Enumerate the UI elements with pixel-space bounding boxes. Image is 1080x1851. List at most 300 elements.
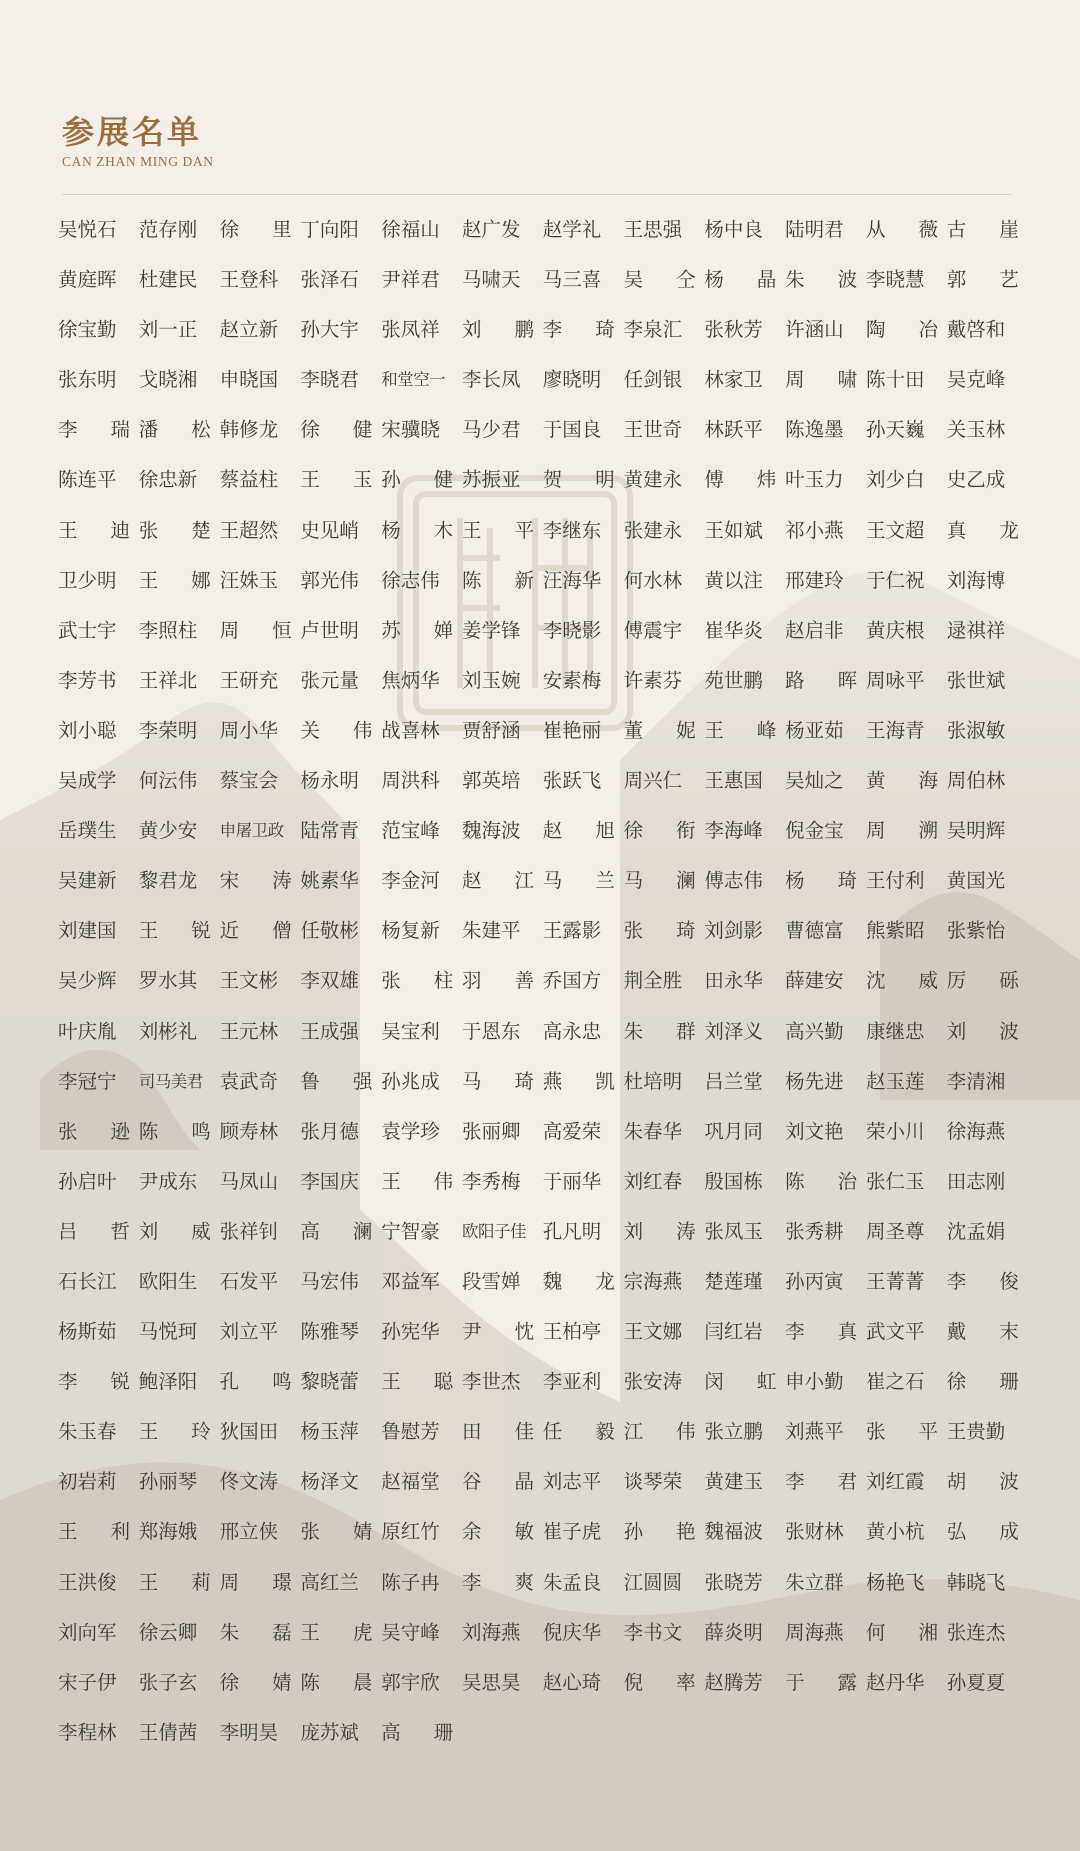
exhibitor-name: 杨复新 [381,919,440,943]
exhibitor-name: 李明昊 [219,1720,279,1744]
exhibitor-name [300,1621,372,1671]
exhibitor-name: 刘立平 [219,1320,279,1344]
exhibitor-name: 李晓影 [542,618,602,642]
exhibitor-name: 王文超 [865,518,925,542]
exhibitor-name: 黄小杭 [865,1520,925,1544]
exhibitor-name [462,1070,534,1120]
exhibitor-name: 吴思昊 [461,1670,521,1694]
exhibitor-name: 巩月同 [704,1119,763,1143]
name-char: 迪 [110,518,130,542]
exhibitor-name [543,318,615,368]
exhibitor-name: 吴守峰 [381,1620,440,1644]
exhibitor-name: 宋子伊 [58,1670,117,1694]
exhibitor-name [462,1420,534,1470]
exhibitor-name: 赵立新 [219,318,279,342]
name-char: 兰 [595,869,615,893]
exhibitor-name: 王祥北 [138,668,198,692]
name-char: 厉 [946,969,967,993]
exhibitor-name [785,1470,857,1520]
name-char: 柱 [433,969,454,993]
exhibitor-name: 何水林 [623,568,683,592]
exhibitor-name: 张跃飞 [542,769,602,793]
name-char: 啸 [837,368,858,392]
exhibitor-name: 杨玉萍 [300,1420,359,1444]
exhibitor-name: 徐忠新 [138,468,198,492]
exhibitor-name: 李书文 [623,1620,683,1644]
exhibitor-name [624,1671,696,1721]
name-char: 闵 [704,1370,724,1394]
name-char: 平 [918,1420,938,1444]
exhibitor-name: 王登科 [219,268,279,292]
exhibitor-name: 周洪科 [381,769,440,793]
exhibitor-name [220,1370,292,1420]
exhibitor-name: 李秀梅 [461,1169,521,1193]
exhibitor-name: 陈连平 [58,468,117,492]
exhibitor-name: 戈晓湘 [138,368,198,392]
exhibitor-name [947,969,1019,1019]
name-char: 澜 [676,869,696,893]
exhibitor-name [624,819,696,869]
exhibitor-name: 孔凡明 [542,1219,602,1243]
name-char: 孙 [381,468,401,492]
exhibitor-name: 吴明辉 [946,819,1006,843]
exhibitor-name: 徐海燕 [946,1119,1006,1143]
exhibitor-name: 张世斌 [946,668,1006,692]
exhibitor-name: 杨中良 [704,218,763,241]
exhibitor-name: 孙天巍 [865,418,925,442]
exhibitor-name [785,869,857,919]
exhibitor-name: 朱建平 [461,919,521,943]
exhibitor-name: 战喜林 [381,718,440,742]
exhibitor-name [381,619,453,669]
exhibitor-name: 曹德富 [785,919,844,943]
exhibitor-name: 刘玉婉 [461,668,521,692]
exhibitor-name-list [58,218,1018,1771]
name-char: 朱 [219,1620,240,1644]
name-char: 王 [381,1169,401,1193]
name-char: 从 [865,218,886,241]
name-char: 李 [785,1320,805,1344]
name-char: 鹏 [514,318,534,342]
exhibitor-name: 李世杰 [461,1370,521,1394]
exhibitor-name: 陈子冉 [381,1570,440,1594]
name-char: 胡 [946,1470,967,1494]
exhibitor-name: 李金河 [381,869,440,893]
exhibitor-name [624,919,696,969]
exhibitor-name: 王元林 [219,1019,279,1043]
exhibitor-name: 赵心琦 [542,1670,602,1694]
name-char: 峰 [756,718,777,742]
name-char: 王 [138,919,159,943]
name-char: 平 [514,518,534,542]
exhibitor-name: 孙夏夏 [946,1670,1006,1694]
exhibitor-name: 高爱荣 [542,1119,602,1143]
name-char: 真 [946,518,967,542]
name-char: 健 [352,418,373,442]
exhibitor-name [624,1220,696,1270]
exhibitor-name [543,1070,615,1120]
exhibitor-name [785,669,857,719]
name-char: 瑞 [110,418,130,442]
exhibitor-name: 张子玄 [138,1670,198,1694]
exhibitor-name: 康继忠 [865,1019,925,1043]
exhibitor-name [462,569,534,619]
name-char: 鲁 [300,1069,320,1093]
name-char: 末 [999,1320,1019,1344]
exhibitor-name: 吴悦石 [58,218,117,241]
exhibitor-name: 王如斌 [704,518,763,542]
exhibitor-name: 徐志伟 [381,568,440,592]
name-char: 沈 [865,969,886,993]
exhibitor-name: 王柏亭 [542,1320,602,1344]
exhibitor-name: 李国庆 [300,1169,359,1193]
exhibitor-name: 任敬彬 [300,919,359,943]
exhibitor-name: 袁学珍 [381,1119,440,1143]
name-char: 敏 [514,1520,534,1544]
exhibitor-name: 杜建民 [138,268,198,292]
exhibitor-name [785,1170,857,1220]
exhibitor-name: 徐云卿 [138,1620,198,1644]
name-char: 马 [542,869,563,893]
name-char: 玲 [191,1420,211,1444]
name-char: 虎 [352,1620,373,1644]
exhibitor-name [785,368,857,418]
name-char: 王 [138,1570,159,1594]
exhibitor-name: 李程林 [58,1720,117,1744]
name-char: 鸣 [191,1119,211,1143]
exhibitor-name: 陈十田 [865,368,925,392]
exhibitor-name: 刘志平 [542,1470,602,1494]
exhibitor-name: 郭光伟 [300,568,359,592]
name-char: 衔 [676,819,696,843]
exhibitor-name: 韩晓飞 [946,1570,1006,1594]
exhibitor-name: 范宝峰 [381,819,440,843]
exhibitor-name: 赵广发 [461,218,521,241]
exhibitor-name: 宁智豪 [381,1219,440,1243]
exhibitor-name: 吴克峰 [946,368,1006,392]
exhibitor-name: 周海燕 [785,1620,844,1644]
name-char: 周 [785,368,805,392]
name-char: 董 [623,718,644,742]
exhibitor-name: 马三喜 [542,268,602,292]
exhibitor-name: 欧阳生 [138,1269,198,1293]
exhibitor-name [947,1470,1019,1520]
exhibitor-name: 王研充 [219,668,279,692]
exhibitor-name: 黄以注 [704,568,763,592]
exhibitor-name: 陆明君 [785,218,844,241]
exhibitor-name [462,969,534,1019]
name-char: 砾 [999,969,1019,993]
exhibitor-name: 王文彬 [219,969,279,993]
name-char: 僧 [272,919,292,943]
exhibitor-name: 张祥钊 [219,1219,279,1243]
exhibitor-name: 狄国田 [219,1420,279,1444]
exhibitor-name: 安素梅 [542,668,602,692]
exhibitor-name: 张丽卿 [461,1119,521,1143]
exhibitor-name: 孙启叶 [58,1169,117,1193]
exhibitor-name [543,468,615,518]
exhibitor-name [704,719,776,769]
exhibitor-name [866,769,938,819]
exhibitor-name: 徐福山 [381,218,440,241]
name-char: 涛 [676,1219,696,1243]
exhibitor-name: 荆全胜 [623,969,683,993]
name-char: 炜 [756,468,777,492]
name-char: 虹 [756,1370,777,1394]
exhibitor-name: 许素芬 [623,668,683,692]
exhibitor-name: 段雪婵 [461,1269,521,1293]
exhibitor-name [139,1120,211,1170]
name-char: 陈 [461,568,482,592]
name-char: 李 [58,1370,78,1394]
name-char: 朱 [623,1019,644,1043]
exhibitor-name: 李照柱 [138,618,198,642]
name-char: 琦 [676,919,696,943]
exhibitor-name: 傅震宇 [623,618,683,642]
name-char: 张 [623,919,644,943]
exhibitor-name [58,1120,130,1170]
name-char: 俊 [999,1269,1019,1293]
name-char: 田 [461,1420,482,1444]
name-char: 聪 [433,1370,454,1394]
exhibitor-name [58,1370,130,1420]
exhibitor-name: 孙兆成 [381,1069,440,1093]
name-char: 琦 [595,318,615,342]
name-char: 晶 [514,1470,534,1494]
name-char: 真 [837,1320,858,1344]
name-char: 露 [837,1670,858,1694]
exhibitor-name [220,619,292,669]
exhibitor-name [866,1420,938,1470]
exhibitor-name [543,869,615,919]
exhibitor-name: 张财林 [785,1520,844,1544]
name-char: 波 [837,268,858,292]
exhibitor-name: 张泽石 [300,268,359,292]
name-char: 溯 [918,819,938,843]
section-header [62,112,214,170]
exhibitor-name [866,969,938,1019]
exhibitor-name: 王露影 [542,919,602,943]
exhibitor-name: 范存刚 [138,218,198,241]
name-char: 赵 [461,869,482,893]
exhibitor-name: 初岩莉 [58,1470,117,1494]
exhibitor-name: 宗海燕 [623,1269,683,1293]
page-title: 参展名单 [62,113,203,151]
name-char: 周 [219,618,240,642]
name-char: 徐 [623,819,644,843]
exhibitor-name: 周小华 [219,718,279,742]
name-char: 陈 [785,1169,805,1193]
exhibitor-name: 赵福堂 [381,1470,440,1494]
exhibitor-name: 欧阳子佳 [461,1221,526,1241]
exhibitor-name: 黎晓蕾 [300,1370,359,1394]
exhibitor-name: 赵学礼 [542,218,602,241]
name-char: 成 [999,1520,1019,1544]
exhibitor-name: 魏福波 [704,1520,763,1544]
name-char: 杨 [785,869,805,893]
exhibitor-name: 刘泽义 [704,1019,763,1043]
exhibitor-name: 王成强 [300,1019,359,1043]
exhibitor-name: 王思强 [623,218,683,241]
exhibitor-name [947,1320,1019,1370]
exhibitor-name: 张立鹏 [704,1420,763,1444]
exhibitor-name [381,1721,453,1771]
exhibitor-name [947,1020,1019,1070]
name-char: 徐 [946,1370,967,1394]
exhibitor-name: 苏振亚 [461,468,521,492]
name-char: 晖 [837,668,858,692]
exhibitor-name [866,218,938,268]
name-char: 琦 [514,1069,534,1093]
exhibitor-name: 王文娜 [623,1320,683,1344]
exhibitor-name: 石长江 [58,1269,117,1293]
exhibitor-name: 张淑敏 [946,718,1006,742]
exhibitor-name: 张凤祥 [381,318,440,342]
name-char: 朱 [785,268,805,292]
name-char: 珊 [433,1720,454,1744]
exhibitor-name [462,1470,534,1520]
name-char: 王 [58,518,78,542]
exhibitor-name [947,218,1019,268]
exhibitor-name: 宋骥晓 [381,418,440,442]
exhibitor-name: 杨永明 [300,769,359,793]
name-char: 率 [676,1670,696,1694]
exhibitor-name: 黄建永 [623,468,683,492]
name-char: 磊 [272,1620,292,1644]
name-char: 黄 [865,769,886,793]
exhibitor-name: 邢建玲 [785,568,844,592]
exhibitor-name [543,1270,615,1320]
name-char: 锐 [110,1370,130,1394]
exhibitor-name [139,919,211,969]
exhibitor-name: 刘红春 [623,1169,683,1193]
name-char: 婧 [352,1520,373,1544]
exhibitor-name: 王世奇 [623,418,683,442]
name-char: 刘 [946,1019,967,1043]
exhibitor-name [866,318,938,368]
name-char: 孙 [623,1520,644,1544]
exhibitor-name: 武士宇 [58,618,117,642]
exhibitor-name: 杨先进 [785,1069,844,1093]
exhibitor-name: 鲁慰芳 [381,1420,440,1444]
exhibitor-name [139,519,211,569]
name-char: 魏 [542,1269,563,1293]
exhibitor-name [947,1270,1019,1320]
exhibitor-name: 高红兰 [300,1570,359,1594]
exhibitor-name [58,519,130,569]
exhibitor-name [300,719,372,769]
exhibitor-name: 黄国光 [946,869,1006,893]
name-char: 艳 [676,1520,696,1544]
exhibitor-name: 刘剑影 [704,919,763,943]
exhibitor-name [139,569,211,619]
exhibitor-name: 李泉汇 [623,318,683,342]
name-char: 涛 [272,869,292,893]
exhibitor-name: 崔子虎 [542,1520,602,1544]
exhibitor-name [300,1671,372,1721]
exhibitor-name [785,1671,857,1721]
exhibitor-name [624,719,696,769]
name-char: 刘 [138,1219,159,1243]
name-char: 威 [191,1219,211,1243]
exhibitor-name: 于恩东 [461,1019,521,1043]
exhibitor-name: 史见峭 [300,518,359,542]
name-char: 李 [542,318,563,342]
exhibitor-name: 申晓国 [219,368,279,392]
exhibitor-name [220,1671,292,1721]
name-char: 哲 [110,1219,130,1243]
name-char: 李 [58,418,78,442]
exhibitor-name: 荣小川 [865,1119,925,1143]
name-char: 余 [461,1520,482,1544]
exhibitor-name [139,1220,211,1270]
exhibitor-name: 吕兰堂 [704,1069,763,1093]
name-char: 湘 [918,1620,938,1644]
name-char: 孔 [219,1370,240,1394]
exhibitor-name: 周咏平 [865,668,925,692]
exhibitor-name: 邓益军 [381,1269,440,1293]
name-char: 谷 [461,1470,482,1494]
exhibitor-name [785,268,857,318]
name-char: 逊 [110,1119,130,1143]
exhibitor-name: 杜培明 [623,1069,683,1093]
name-char: 娜 [191,568,211,592]
exhibitor-name: 罗水其 [138,969,198,993]
exhibitor-name [624,268,696,318]
exhibitor-name: 于仁祝 [865,568,925,592]
name-char: 关 [300,718,320,742]
exhibitor-name: 郑海娥 [138,1520,198,1544]
exhibitor-name: 江圆圆 [623,1570,683,1594]
exhibitor-name: 杨斯茹 [58,1320,117,1344]
name-char: 何 [865,1620,886,1644]
exhibitor-name: 黄少安 [138,819,198,843]
name-char: 群 [676,1019,696,1043]
exhibitor-name: 于丽华 [542,1169,602,1193]
exhibitor-name: 马凤山 [219,1169,279,1193]
exhibitor-name: 戴啓和 [946,318,1006,342]
name-char: 江 [623,1420,644,1444]
name-char: 崖 [999,218,1019,241]
name-char: 杨 [704,268,724,292]
exhibitor-name: 申小勤 [785,1370,844,1394]
exhibitor-name: 祁小燕 [785,518,844,542]
exhibitor-name: 王海青 [865,718,925,742]
name-char: 波 [999,1470,1019,1494]
name-char: 妮 [676,718,696,742]
exhibitor-name: 刘海博 [946,568,1006,592]
name-char: 强 [352,1069,373,1093]
exhibitor-name: 原红竹 [381,1520,440,1544]
exhibitor-name: 郭英培 [461,769,521,793]
name-char: 松 [191,418,211,442]
exhibitor-name: 田志刚 [946,1169,1006,1193]
name-char: 马 [623,869,644,893]
exhibitor-name: 张安涛 [623,1370,683,1394]
exhibitor-name [300,468,372,518]
exhibitor-name: 关玉林 [946,418,1006,442]
exhibitor-name: 熊紫昭 [865,919,925,943]
exhibitor-name [947,268,1019,318]
name-char: 高 [300,1219,320,1243]
exhibitor-name: 刘燕平 [785,1420,844,1444]
name-char: 王 [300,468,320,492]
name-char: 忱 [514,1320,534,1344]
exhibitor-name: 倪金宝 [785,819,844,843]
exhibitor-name [381,519,453,569]
exhibitor-name: 周圣尊 [865,1219,925,1243]
name-char: 薇 [918,218,938,241]
